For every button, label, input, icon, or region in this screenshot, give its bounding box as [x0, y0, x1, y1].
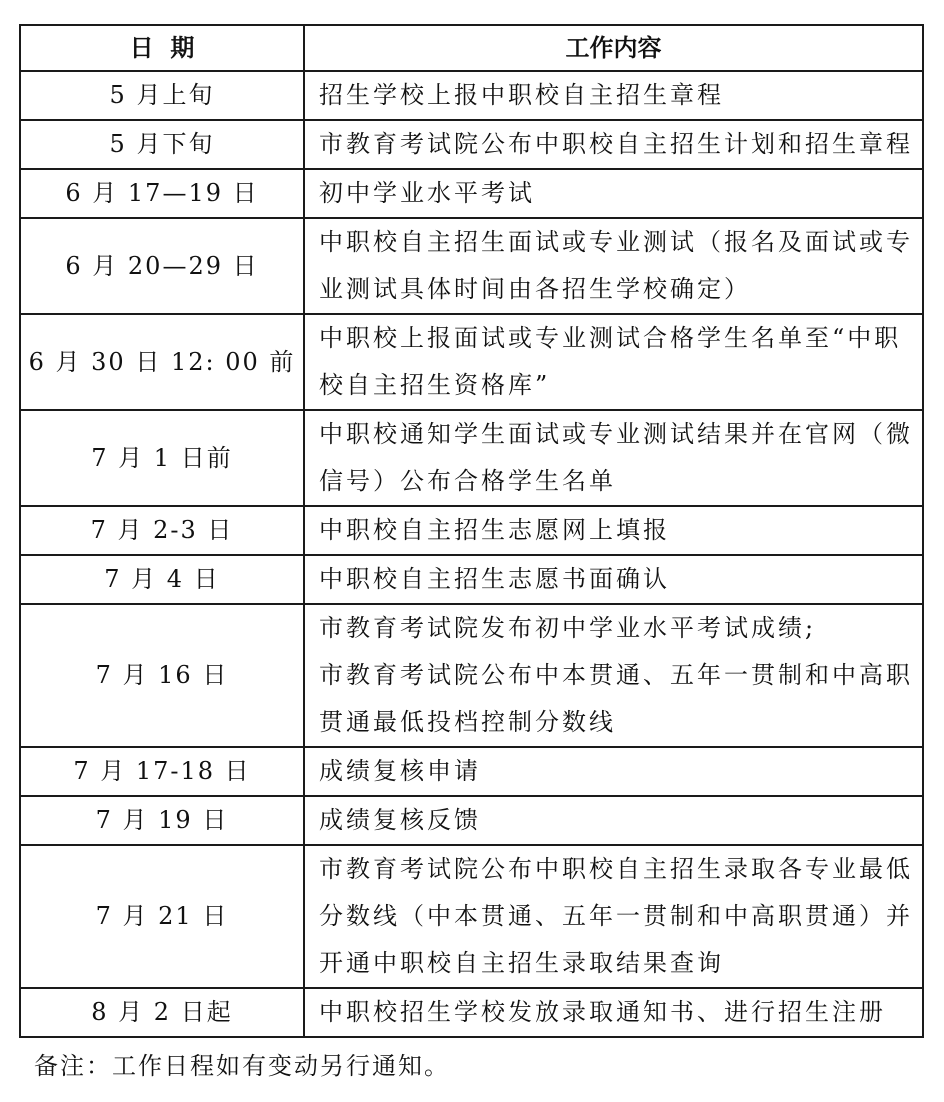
content-line: 成绩复核申请 — [319, 757, 481, 785]
content-cell — [304, 506, 923, 555]
content-line: 中职校自主招生志愿网上填报 — [319, 516, 670, 544]
content-cell — [304, 120, 923, 169]
schedule-table — [19, 24, 924, 1038]
content-line: 信号）公布合格学生名单 — [319, 467, 616, 495]
content-cell — [304, 845, 923, 988]
content-line: 中职校自主招生志愿书面确认 — [319, 565, 670, 593]
content-cell — [304, 71, 923, 120]
date-cell: 7 月 1 日前 — [20, 410, 304, 506]
content-line: 业测试具体时间由各招生学校确定） — [319, 275, 751, 303]
table-row — [20, 218, 923, 314]
content-cell — [304, 796, 923, 845]
header-date: 日 期 — [20, 25, 304, 71]
table-row — [20, 555, 923, 604]
date-cell: 7 月 2-3 日 — [20, 506, 304, 555]
content-cell — [304, 988, 923, 1037]
table-row — [20, 71, 923, 120]
table-body — [20, 71, 923, 1037]
date-cell: 5 月下旬 — [20, 120, 304, 169]
table-row — [20, 988, 923, 1037]
date-cell: 7 月 16 日 — [20, 604, 304, 747]
content-line: 市教育考试院公布中职校自主招生录取各专业最低 — [319, 855, 913, 883]
date-cell: 6 月 30 日 12: 00 前 — [20, 314, 304, 410]
content-cell — [304, 218, 923, 314]
table-header-row — [20, 25, 923, 71]
table-row — [20, 410, 923, 506]
content-cell — [304, 604, 923, 747]
content-cell — [304, 747, 923, 796]
date-cell: 7 月 17-18 日 — [20, 747, 304, 796]
content-line: 贯通最低投档控制分数线 — [319, 708, 616, 736]
date-cell: 5 月上旬 — [20, 71, 304, 120]
table-row — [20, 314, 923, 410]
content-line: 中职校招生学校发放录取通知书、进行招生注册 — [319, 998, 886, 1026]
date-cell: 6 月 17—19 日 — [20, 169, 304, 218]
date-cell: 7 月 21 日 — [20, 845, 304, 988]
date-cell: 8 月 2 日起 — [20, 988, 304, 1037]
content-line: 中职校上报面试或专业测试合格学生名单至“中职 — [319, 324, 902, 352]
content-line: 开通中职校自主招生录取结果查询 — [319, 949, 724, 977]
header-content: 工作内容 — [304, 25, 923, 71]
content-cell — [304, 314, 923, 410]
date-cell: 7 月 19 日 — [20, 796, 304, 845]
content-line: 中职校自主招生面试或专业测试（报名及面试或专 — [319, 228, 913, 256]
content-line: 市教育考试院公布中职校自主招生计划和招生章程 — [319, 130, 913, 158]
table-row — [20, 796, 923, 845]
table-row — [20, 120, 923, 169]
date-cell: 6 月 20—29 日 — [20, 218, 304, 314]
content-cell — [304, 410, 923, 506]
content-line: 成绩复核反馈 — [319, 806, 481, 834]
table-row — [20, 747, 923, 796]
table-row — [20, 604, 923, 747]
content-line: 分数线（中本贯通、五年一贯制和中高职贯通）并 — [319, 902, 913, 930]
table-row — [20, 506, 923, 555]
content-line: 初中学业水平考试 — [319, 179, 535, 207]
table-row — [20, 845, 923, 988]
content-line: 招生学校上报中职校自主招生章程 — [319, 81, 724, 109]
footnote: 备注：工作日程如有变动另行通知。 — [34, 1052, 450, 1080]
content-cell — [304, 555, 923, 604]
date-cell: 7 月 4 日 — [20, 555, 304, 604]
table-row — [20, 169, 923, 218]
content-line: 中职校通知学生面试或专业测试结果并在官网（微 — [319, 420, 913, 448]
content-line: 市教育考试院公布中本贯通、五年一贯制和中高职 — [319, 661, 913, 689]
content-cell — [304, 169, 923, 218]
content-line: 市教育考试院发布初中学业水平考试成绩; — [319, 614, 817, 642]
content-line: 校自主招生资格库” — [319, 371, 551, 399]
